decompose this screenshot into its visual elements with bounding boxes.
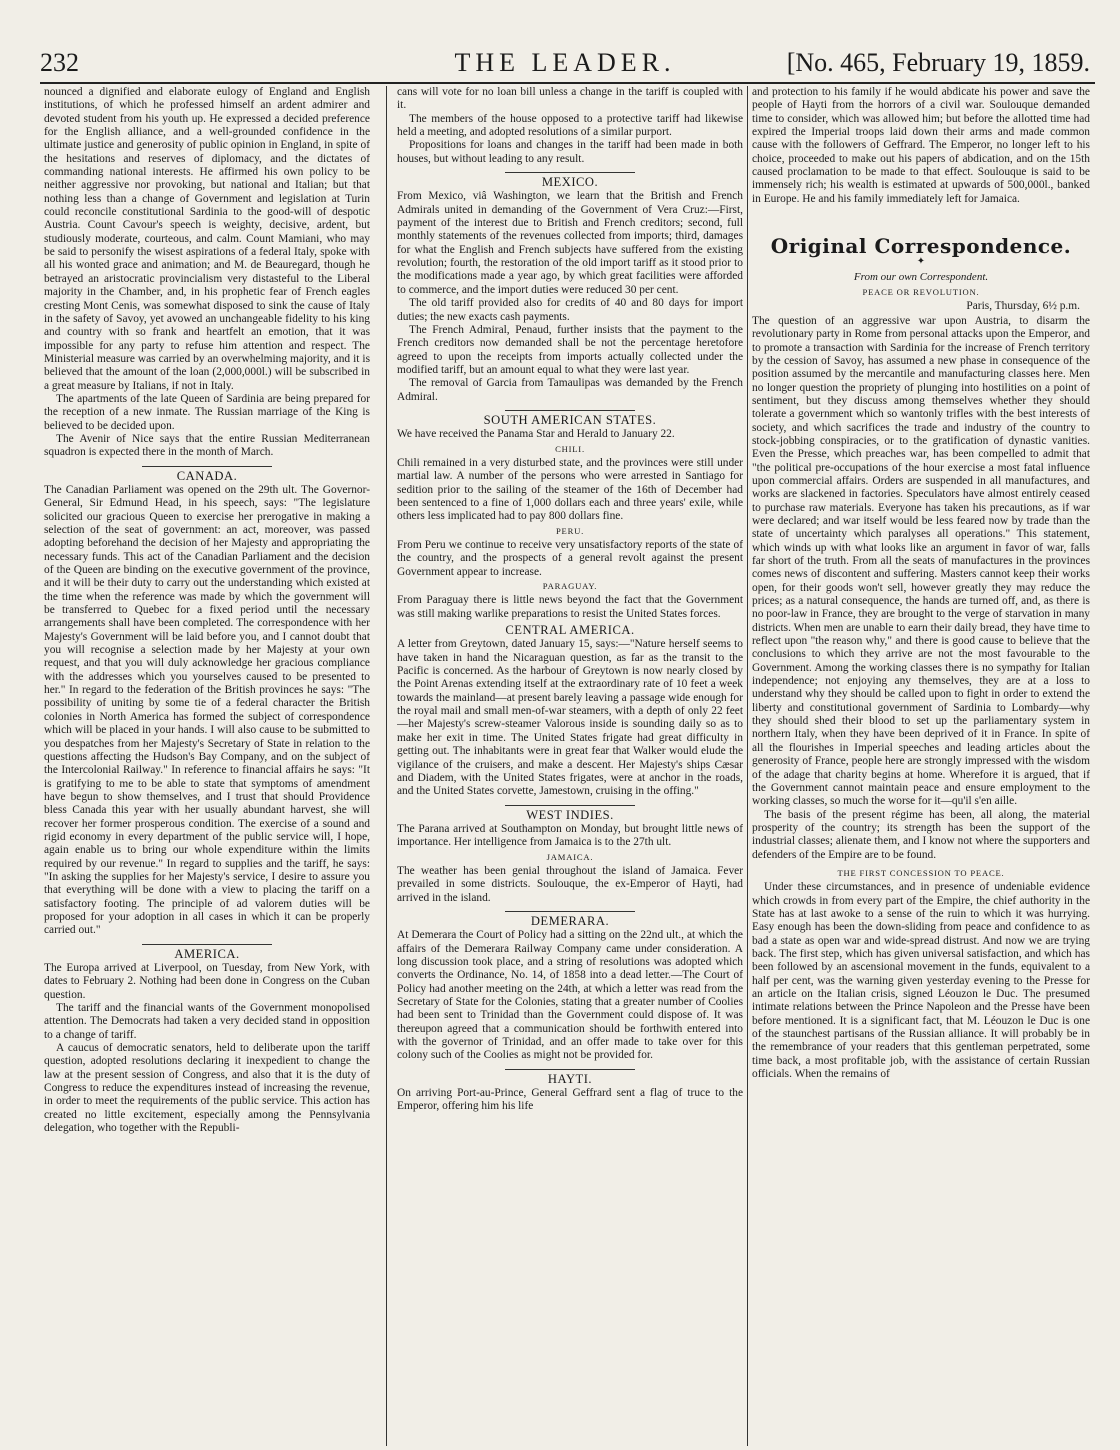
paragraph: cans will vote for no loan bill unless a change in the tariff is coupled with it.	[397, 86, 743, 112]
paragraph: The question of an aggressive war upon Austria, to disarm the revolutionary party in Rome from personal attacks upon the Emperor, and to promote a transaction with Sardinia for the increase of French territory by the cession of Savoy, has assumed a new phase in consequence of the position assumed by the mercantile and manufacturing classes here. Men no longer question the propriety of plunging into hostilities on a point of sentiment, but they discuss among themselves whether they should tolerate a government which so wantonly trifles with the best interests of society, and which sacrifices the trade and industry of the country to stock-jobbing conspiracies, or to the gratification of dynastic vanities. Even the Presse, which preaches war, has been compelled to admit that "the political pre-occupations of the hour exercise a most fatal influence upon commercial affairs. Orders are suspended in all manufactures, and works are slackened in factories. Speculators have almost entirely ceased to purchase raw materials. Everyone has taken his precautions, as if war were declared; and war itself would be less feared now by trade than the state of uncertainty which paralyses all operations." This statement, which winds up with what looks like an argument in favor of war, falls far short of the truth. From all the seats of manufactures in the provinces comes news of discontent and suffering. Masters cannot keep their works open, for their goods won't sell, however greatly they may reduce the prices; as a natural consequence, the hands are turned off, and, as there is no poor-law in France, they are brought to the verge of starvation in many districts. When men are unable to earn their daily bread, they have time to reflect upon "the reason why," and there is good cause to believe that the conclusions to which they arrive are not the most favourable to the Government. Among the working classes there is no sympathy for Italian independence; not enjoying any themselves, they are at a loss to understand why they should be called upon to fight in order to extend the liberty and constitutional government of Sardinia to Lombardy—why they should shed their blood to set up the parliamentary system in northern Italy, when they have been deprived of it in France. In spite of all the flourishes in Imperial speeches and leading articles about the generosity of France, people here are strongly impressed with the wisdom of the adage that charity begins at home. Wherefore it is argued, that if the Government cannot maintain peace and ensure employment to the working classes, so much the worse for it—qu'il s'en aille.	[752, 314, 1090, 808]
section-rule	[505, 911, 635, 912]
ornament-icon: ✦	[916, 256, 926, 268]
subheading-peace-or-revolution: PEACE OR REVOLUTION.	[862, 287, 980, 298]
section-title-original-correspondence: Original Correspondence.	[770, 234, 1072, 259]
section-heading-demerara: DEMERARA.	[530, 913, 610, 928]
masthead	[40, 44, 1090, 84]
paragraph: and protection to his family if he would abdicate his power and save the people of Hayti from the horrors of a civil war. Soulouque demanded time to consider, which was allowed him; but before the allotted time had expired the Imperial troops laid down their arms and made common cause with the followers of Geffrard. The Emperor, no longer left to his choice, proceeded to make out his papers of abdication, and on the 15th caused proclamation to be made to that effect. Soulouque is said to be immensely rich; his wealth is estimated at upwards of 500,000l., banked in Europe. He and his family immediately left for Jamaica.	[752, 86, 1090, 205]
section-heading-central-america: CENTRAL AMERICA.	[505, 623, 635, 638]
section-rule	[142, 944, 272, 945]
paragraph: The old tariff provided also for credits of 40 and 80 days for import duties; the new exacts cash payments.	[397, 297, 743, 323]
section-rule	[505, 805, 635, 806]
paragraph: The Europa arrived at Liverpool, on Tuesday, from New York, with dates to February 2. Nothing had been done in Congress on the Cuban question.	[44, 962, 370, 1001]
byline: From our own Correspondent.	[853, 270, 989, 283]
section-heading-hayti: HAYTI.	[547, 1071, 593, 1086]
dateline: Paris, Thursday, 6½ p.m.	[966, 300, 1080, 313]
paragraph: The French Admiral, Penaud, further insists that the payment to the French creditors now demanded shall be not the percentage heretofore agreed to upon the receipts from imports actually collected under the modified tariff, but an amount equal to what they were last year.	[397, 323, 743, 376]
paragraph: The Avenir of Nice says that the entire Russian Mediterranean squadron is expected there in the month of March.	[44, 432, 370, 459]
paragraph: From Paraguay there is little news beyond the fact that the Government was still making warlike preparations to resist the United States forces.	[397, 594, 743, 620]
paragraph: A letter from Greytown, dated January 15, says:—"Nature herself seems to have taken in hand the Nicaraguan question, as far as the transit to the Pacific is concerned. As the harbour of Greytown is now nearly closed by the Point Arenas extending itself at the extraordinary rate of 10 feet a week towards the mainland—at present barely leaving a passage wide enough for the royal mail and small men-of-war steamers, with a depth of only 22 feet—her Majesty's screw-steamer Valorous inside is sounding daily so as to make her exit in time. The United States frigate had great difficulty in getting out. The inhabitants were in great fear that Walker would elude the vigilance of the cruisers, and make a descent. Her Majesty's ships Cæsar and Diadem, with the United States frigates, were at anchor in the roads, and the United States corvette, Jamestown, cruising in the offing."	[397, 638, 743, 798]
paragraph: The removal of Garcia from Tamaulipas was demanded by the French Admiral.	[397, 377, 743, 403]
subheading-peru: PERU.	[555, 525, 585, 536]
column-3	[752, 86, 1090, 1446]
paragraph: Under these circumstances, and in presence of undeniable evidence which crowds in from every part of the Empire, the chief authority in the State has at last awoke to a sense of the ruin to which it was hurrying. Easy enough has been the down-sliding from peace and confidence to as bad a state as open war and wide-spread distrust. And now we are trying back. The first step, which has given universal satisfaction, and which has been followed by an ascensional movement in the funds, equivalent to a half per cent, was the warning given yesterday evening to the Presse for an article on the Italian crisis, signed Léouzon le Duc. The presumed intimate relations between the Prince Napoleon and the Presse have been before mentioned. It is a significant fact, that M. Léouzon le Duc is one of the staunchest partisans of the Russian alliance. It will probably be in the remembrance of your readers that this gentleman perpetrated, some time back, a most profitable job, with the assistance of certain Russian officials. When the remains of	[752, 881, 1090, 1081]
paragraph: The members of the house opposed to a protective tariff had likewise held a meeting, and adopted resolutions of a similar purport.	[397, 112, 743, 139]
section-heading-south-american-states: SOUTH AMERICAN STATES.	[483, 412, 657, 427]
column-1	[44, 86, 370, 1446]
section-heading-canada: CANADA.	[176, 468, 238, 483]
section-rule	[142, 466, 272, 467]
masthead-rule	[40, 82, 1095, 84]
paragraph: Propositions for loans and changes in the tariff had been made in both houses, but without leading to any result.	[397, 139, 743, 165]
section-rule	[505, 410, 635, 411]
paragraph: The Canadian Parliament was opened on the 29th ult. The Governor-General, Sir Edmund Head, in his speech, says: "The legislature solicited our gracious Queen to exercise her prerogative in making a selection of the seat of government: an act, moreover, was passed adopting beforehand the decision of her Majesty and appropriating the necessary funds. This act of the Canadian Parliament and the decision of the Queen are binding on the executive government of the province, and it will be their duty to carry out the understanding which existed at the time when the reference was made by which the government will be transferred to Quebec for a fixed period until the necessary arrangements shall have been completed. The correspondence with her Majesty's Government will be laid before you, and I cannot doubt that you will recognise a selection made by her Majesty at your own request, and that you will duly acknowledge her gracious compliance with the addresses which you yourselves caused to be presented to her." In regard to the federation of the British provinces he says: "The possibility of uniting by some tie of a federal character the British colonies in North America has formed the subject of correspondence which will be placed in your hands. I will also cause to be submitted to you despatches from her Majesty's Secretary of State in relation to the questions affecting the Hudson's Bay Company, and on the subject of the Intercolonial Railway." In reference to financial affairs he says: "It is gratifying to me to be able to state that symptoms of amendment have begun to show themselves, and I trust that should Providence bless Canada this year with her usually abundant harvest, she will recover her former prosperous condition. The exercise of a sound and rigid economy in every department of the public service will, I hope, again enable us to bring our whole expenditure within the limits required by our revenue." In regard to supplies and the tariff, he says: "In asking the supplies for her Majesty's service, I desire to assure you that everything will be done with a view to placing the tariff on a satisfactory footing. The principle of ad valorem duties will be proposed for your adoption in all cases in which it can be properly carried out."	[44, 483, 370, 937]
column-2	[397, 86, 743, 1446]
paragraph: From Mexico, viâ Washington, we learn that the British and French Admirals united in demanding of the Government of Vera Cruz:—First, payment of the interest due to British and French creditors; second, full monthly statements of the revenues collected from imports; third, damages for what the English and French subjects have suffered from the existing revolution; fourth, the restoration of the old import tariff as it stood prior to the modifications made a year ago, by which great facilities were afforded to commerce, and the import duties were reduced 30 per cent.	[397, 190, 743, 296]
paragraph: From Peru we continue to receive very unsatisfactory reports of the state of the country, and the prospects of a general revolt against the present Government appear to increase.	[397, 539, 743, 578]
issue-line: [No. 465, February 19, 1859.	[786, 48, 1090, 77]
paragraph: Chili remained in a very disturbed state, and the provinces were still under martial law. A number of the persons who were arrested in Santiago for sedition prior to the sailing of the steamer of the 16th of December had been sentenced to a fine of 1,000 dollars each and three years' exile, while others less implicated had to pay 800 dollars fine.	[397, 456, 743, 523]
subheading-paraguay: PARAGUAY.	[542, 581, 598, 592]
section-rule	[505, 1069, 635, 1070]
column-divider	[386, 86, 387, 1446]
paragraph: nounced a dignified and elaborate eulogy of England and English institutions, of which he professed himself an ardent admirer and devoted student from his youth up. He expressed a decided preference for the English alliance, and a well-grounded confidence in the ultimate justice and generosity of public opinion in England, in spite of the hesitations and reserves of diplomacy, and the dictates of commanding national interests. He affirmed his own policy to be neither aggressive nor provoking, but national and Italian; but that nothing less than a change of Government and legislation at Turin could reconcile constitutional Sardinia to the good-will of despotic Austria. Count Cavour's speech is weighty, decisive, ardent, but studiously moderate, courteous, and calm. Count Mamiani, who may be said to personify the wisest aspirations of a federal Italy, spoke with all his wonted grace and animation; and M. de Beauregard, though he betrayed an aristocratic provincialism very distasteful to the Liberal majority in the Chamber, and, in his prophetic fear of French eagles cresting Mont Cenis, was somewhat disposed to sink the cause of Italy in the safety of Savoy, yet avowed an unchangeable fidelity to his king and country with so frank and heartfelt an emotion, that it was impossible for any party to refuse him attention and respect. The Ministerial measure was carried by an overwhelming majority, and it is believed that the amount of the loan (2,000,000l.) will be subscribed in a great measure by Italians, if not in Italy.	[44, 86, 370, 392]
paragraph: A caucus of democratic senators, held to deliberate upon the tariff question, adopted resolutions declaring it inexpedient to change the law at the present session of Congress, and also that it is the duty of Congress to reduce the expenditures instead of increasing the revenue, in order to meet the requirements of the public service. This action has created no little excitement, especially among the Pennsylvania delegation, who together with the Republi-	[44, 1042, 370, 1135]
paragraph: On arriving Port-au-Prince, General Geffrard sent a flag of truce to the Emperor, offering him his life	[397, 1087, 743, 1113]
section-heading-west-indies: WEST INDIES.	[526, 807, 614, 822]
subheading-jamaica: JAMAICA.	[546, 851, 594, 862]
column-divider	[747, 86, 748, 1446]
paragraph: The Parana arrived at Southampton on Monday, but brought little news of importance. Her intelligence from Jamaica is to the 27th ult.	[397, 822, 743, 849]
section-heading-mexico: MEXICO.	[541, 175, 599, 190]
newspaper-title: THE LEADER.	[454, 48, 676, 77]
page-number: 232	[40, 48, 79, 77]
subheading-first-concession: THE FIRST CONCESSION TO PEACE.	[837, 867, 1005, 878]
paragraph: The basis of the present régime has been, all along, the material prosperity of the country; its strength has been the support of the industrial classes; alienate them, and I know not where the supporters and defenders of the Empire are to be found.	[752, 808, 1090, 861]
section-rule	[505, 172, 635, 173]
paragraph: We have received the Panama Star and Herald to January 22.	[397, 428, 675, 441]
paragraph: The weather has been genial throughout the island of Jamaica. Fever prevailed in some districts. Soulouque, the ex-Emperor of Hayti, had arrived in the island.	[397, 864, 743, 904]
subheading-chili: CHILI.	[555, 443, 585, 454]
paragraph: At Demerara the Court of Policy had a sitting on the 22nd ult., at which the affairs of the Demerara Railway Company came under consideration. A long discussion took place, and a string of resolutions was adopted which converts the Ordinance, No. 14, of 1858 into a dead letter.—The Court of Policy had another meeting on the 24th, at which a letter was read from the Secretary of State for the Colonies, stating that a greater number of Coolies had been sent to Trinidad than the Government could dispose of. It was thereupon agreed that a communication should be forthwith entered into with the governor of Trinidad, and an offer made to take over for this colony such of the Coolies as might not be provided for.	[397, 929, 743, 1062]
section-heading-america: AMERICA.	[174, 946, 240, 961]
paragraph: The apartments of the late Queen of Sardinia are being prepared for the reception of a new inmate. The Russian marriage of the King is believed to be decided upon.	[44, 392, 370, 432]
paragraph: The tariff and the financial wants of the Government monopolised attention. The Democrats had taken a very decided stand in opposition to a change of tariff.	[44, 1002, 370, 1041]
